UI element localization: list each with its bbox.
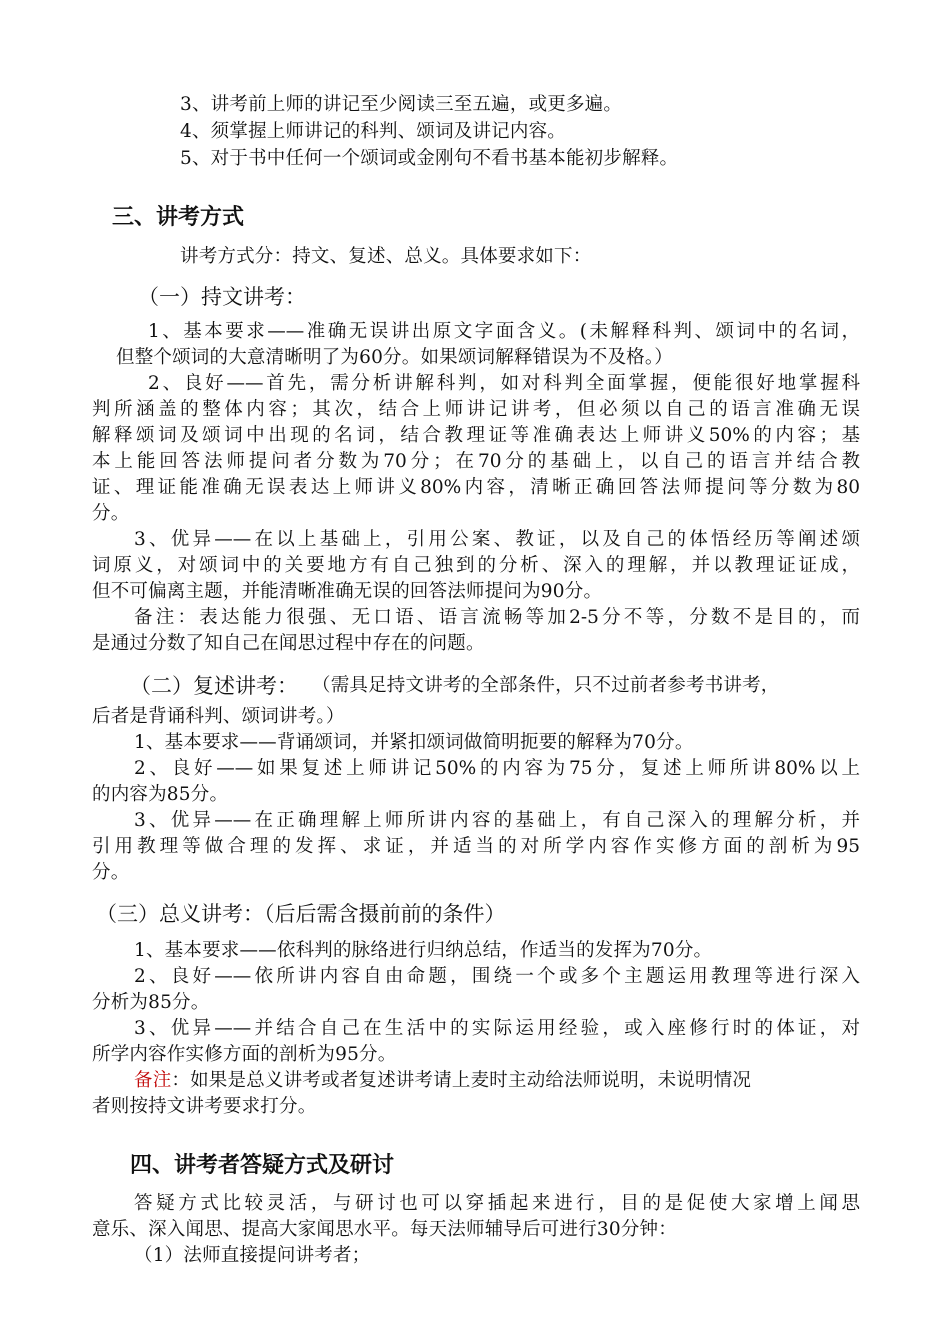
subsection-title-3: （三）总义讲考：（后后需含摄前前的条件） [96,902,506,926]
paragraph-line: 分。 [92,862,130,883]
paragraph-line: 分析为85分。 [92,992,210,1013]
note-line-2: 者则按持文讲考要求打分。 [92,1096,317,1117]
paragraph-line: 2、良好——如果复述上师讲记50%的内容为75分，复述上师所讲80%以上 [134,758,860,779]
paragraph-line: 证、理证能准确无误表达上师讲义80%内容，清晰正确回答法师提问等分数为80 [92,477,860,498]
paragraph-line: 1、基本要求——背诵颂词，并紧扣颂词做简明扼要的解释为70分。 [134,732,694,753]
paragraph-line: 分。 [92,503,130,524]
paragraph-line: （1）法师直接提问讲考者； [134,1245,371,1266]
note-text: ：如果是总义讲考或者复述讲考请上麦时主动给法师说明，未说明情况 [171,1070,752,1091]
paragraph-line: 3、优异——在以上基础上，引用公案、教证，以及自己的体悟经历等阐述颂 [134,529,860,550]
paragraph-line: 1、基本要求——依科判的脉络进行归纳总结，作适当的发挥为70分。 [134,940,713,961]
paragraph-line: 是通过分数了知自己在闻思过程中存在的问题。 [92,633,485,654]
paragraph-line: 的内容为85分。 [92,784,229,805]
paragraph-line: 备注：表达能力很强、无口语、语言流畅等加2-5分不等，分数不是目的，而 [134,607,860,628]
paragraph-line: 但不可偏离主题，并能清晰准确无误的回答法师提问为90分。 [92,581,603,602]
paragraph-line: 1、基本要求——准确无误讲出原文字面含义。(未解释科判、颂词中的名词， [148,321,860,342]
paragraph-line: 答疑方式比较灵活，与研讨也可以穿插起来进行，目的是促使大家增上闻思 [134,1193,860,1214]
list-item-5: 5、对于书中任何一个颂词或金刚句不看书基本能初步解释。 [180,148,679,169]
note-line [134,1068,751,1094]
paragraph-line: 2、良好——首先，需分析讲解科判，如对科判全面掌握，便能很好地掌握科 [148,373,860,394]
paragraph-line: 3、优异——并结合自己在生活中的实际运用经验，或入座修行时的体证，对 [134,1018,860,1039]
list-item-4: 4、须掌握上师讲记的科判、颂词及讲记内容。 [180,121,566,142]
note-label: 备注 [134,1070,172,1091]
paragraph-line: 2、良好——依所讲内容自由命题，围绕一个或多个主题运用教理等进行深入 [134,966,860,987]
section-heading-3: 三、讲考方式 [112,205,245,230]
paragraph-line: 意乐、深入闻思、提高大家闻思水平。每天法师辅导后可进行30分钟： [92,1219,677,1240]
paragraph-line: 解释颂词及颂词中出现的名词，结合教理证等准确表达上师讲义50%的内容；基 [92,425,860,446]
list-item-3: 3、讲考前上师的讲记至少阅读三至五遍，或更多遍。 [180,94,623,115]
subsection-note-2: （需具足持文讲考的全部条件，只不过前者参考书讲考， [312,675,780,696]
subsection-title-2: （二）复述讲考： [130,674,298,698]
subsection-title-1: （一）持文讲考： [138,285,306,309]
paragraph-line: 引用教理等做合理的发挥、求证，并适当的对所学内容作实修方面的剖析为95 [92,836,860,857]
paragraph-line: 词原义，对颂词中的关要地方有自己独到的分析、深入的理解，并以教理证证成， [92,555,860,576]
section-heading-4: 四、讲考者答疑方式及研讨 [130,1153,395,1178]
paragraph-line: 但整个颂词的大意清晰明了为60分。如果颂词解释错误为不及格。） [116,347,673,368]
paragraph-line: 所学内容作实修方面的剖析为95分。 [92,1044,397,1065]
paragraph-line: 本上能回答法师提问者分数为70分；在70分的基础上，以自己的语言并结合教 [92,451,860,472]
paragraph-line: 后者是背诵科判、颂词讲考。） [92,706,345,727]
paragraph-line: 3、优异——在正确理解上师所讲内容的基础上，有自己深入的理解分析，并 [134,810,860,831]
section-intro: 讲考方式分：持文、复述、总义。具体要求如下： [180,246,592,267]
paragraph-line: 判所涵盖的整体内容；其次，结合上师讲记讲考，但必须以自己的语言准确无误 [92,399,860,420]
